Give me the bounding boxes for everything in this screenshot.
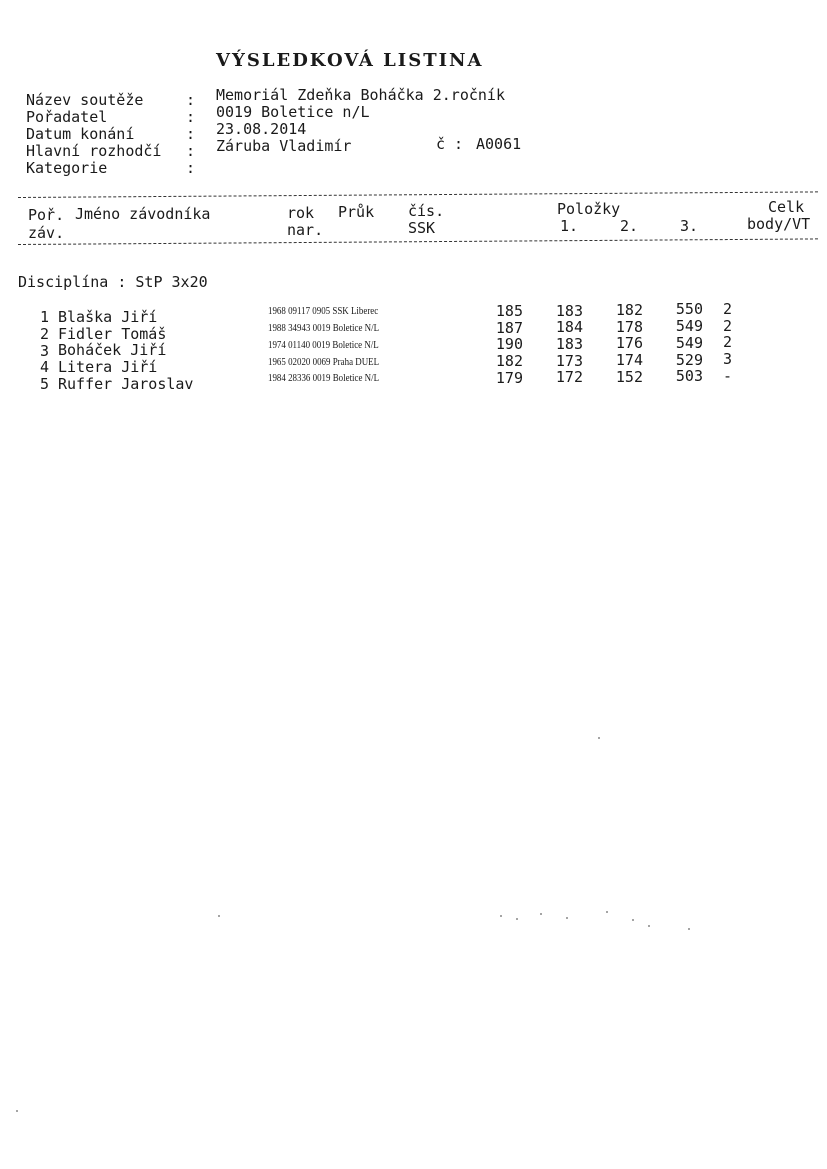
- result-score-2: 172: [555, 368, 583, 386]
- col-license: Průk: [338, 203, 375, 221]
- result-score-3: 174: [615, 351, 643, 369]
- col-rank: Poř.: [28, 206, 65, 224]
- result-vt: -: [723, 367, 733, 385]
- result-rank: 1: [40, 308, 50, 326]
- sep-competition-name: :: [186, 91, 196, 109]
- result-club-info: 1974 01140 0019 Boletice N/L: [268, 340, 379, 351]
- result-rank: 4: [40, 358, 50, 376]
- result-score-1: 187: [495, 319, 523, 337]
- col-total: Celk: [768, 198, 805, 216]
- result-score-1: 190: [495, 335, 523, 353]
- result-score-1: 182: [495, 352, 523, 370]
- result-vt: 2: [723, 300, 733, 318]
- document-title: VÝSLEDKOVÁ LISTINA: [216, 50, 484, 71]
- result-score-3: 178: [615, 318, 643, 336]
- discipline-heading: Disciplína : StP 3x20: [18, 273, 208, 291]
- result-score-2: 184: [555, 318, 583, 336]
- value-competition-name: Memoriál Zdeňka Boháčka 2.ročník: [216, 86, 505, 104]
- result-score-3: 182: [615, 301, 643, 319]
- label-organizer: Pořadatel: [26, 108, 108, 126]
- col-year: rok: [287, 204, 315, 222]
- result-total: 549: [675, 334, 703, 352]
- result-name: Ruffer Jaroslav: [58, 375, 194, 393]
- result-rank: 2: [40, 325, 50, 343]
- col-name: Jméno závodníka: [75, 205, 211, 223]
- label-chief-referee: Hlavní rozhodčí: [26, 142, 162, 160]
- result-rank: 3: [40, 342, 50, 360]
- result-score-2: 183: [555, 302, 583, 320]
- result-total: 529: [675, 351, 703, 369]
- sep-organizer: :: [186, 108, 196, 126]
- col-item-1: 1.: [560, 217, 579, 235]
- result-vt: 3: [723, 350, 733, 368]
- result-score-3: 176: [615, 334, 643, 352]
- result-total: 503: [675, 367, 703, 385]
- result-club-info: 1965 02020 0069 Praha DUEL: [268, 357, 380, 368]
- result-name: Blaška Jiří: [58, 308, 158, 326]
- col-item-3: 3.: [680, 217, 699, 235]
- divider-bottom: [18, 238, 818, 245]
- value-date: 23.08.2014: [216, 120, 307, 138]
- result-vt: 2: [723, 317, 733, 335]
- sep-category: :: [186, 159, 196, 177]
- result-total: 550: [675, 300, 703, 318]
- label-category: Kategorie: [26, 159, 108, 177]
- sep-date: :: [186, 125, 196, 143]
- sep-chief-referee: :: [186, 142, 196, 160]
- col-club-ssk: SSK: [408, 219, 436, 237]
- result-vt: 2: [723, 333, 733, 351]
- result-club-info: 1968 09117 0905 SSK Liberec: [268, 306, 379, 317]
- col-item-2: 2.: [620, 217, 639, 235]
- result-club-info: 1984 28336 0019 Boletice N/L: [268, 373, 380, 384]
- col-year-sub: nar.: [287, 221, 324, 239]
- doc-number: A0061: [476, 135, 522, 153]
- result-score-1: 185: [495, 302, 523, 320]
- col-items: Položky: [557, 200, 621, 218]
- result-score-2: 173: [555, 352, 583, 370]
- value-chief-referee: Záruba Vladimír: [216, 137, 352, 155]
- col-club-no: čís.: [408, 202, 445, 220]
- result-rank: 5: [40, 375, 50, 393]
- result-score-1: 179: [495, 369, 523, 387]
- result-name: Boháček Jiří: [58, 341, 167, 359]
- col-rank-sub: záv.: [28, 224, 65, 242]
- result-club-info: 1988 34943 0019 Boletice N/L: [268, 323, 380, 334]
- value-organizer: 0019 Boletice n/L: [216, 103, 370, 121]
- col-total-sub: body/VT: [747, 215, 811, 233]
- result-score-2: 183: [555, 335, 583, 353]
- result-total: 549: [675, 317, 703, 335]
- doc-number-label: č :: [436, 135, 464, 153]
- divider-top: [18, 191, 818, 198]
- result-name: Fidler Tomáš: [58, 325, 167, 343]
- result-name: Litera Jiří: [58, 358, 158, 376]
- label-date: Datum konání: [26, 125, 135, 143]
- label-competition-name: Název soutěže: [26, 91, 144, 109]
- result-score-3: 152: [615, 368, 643, 386]
